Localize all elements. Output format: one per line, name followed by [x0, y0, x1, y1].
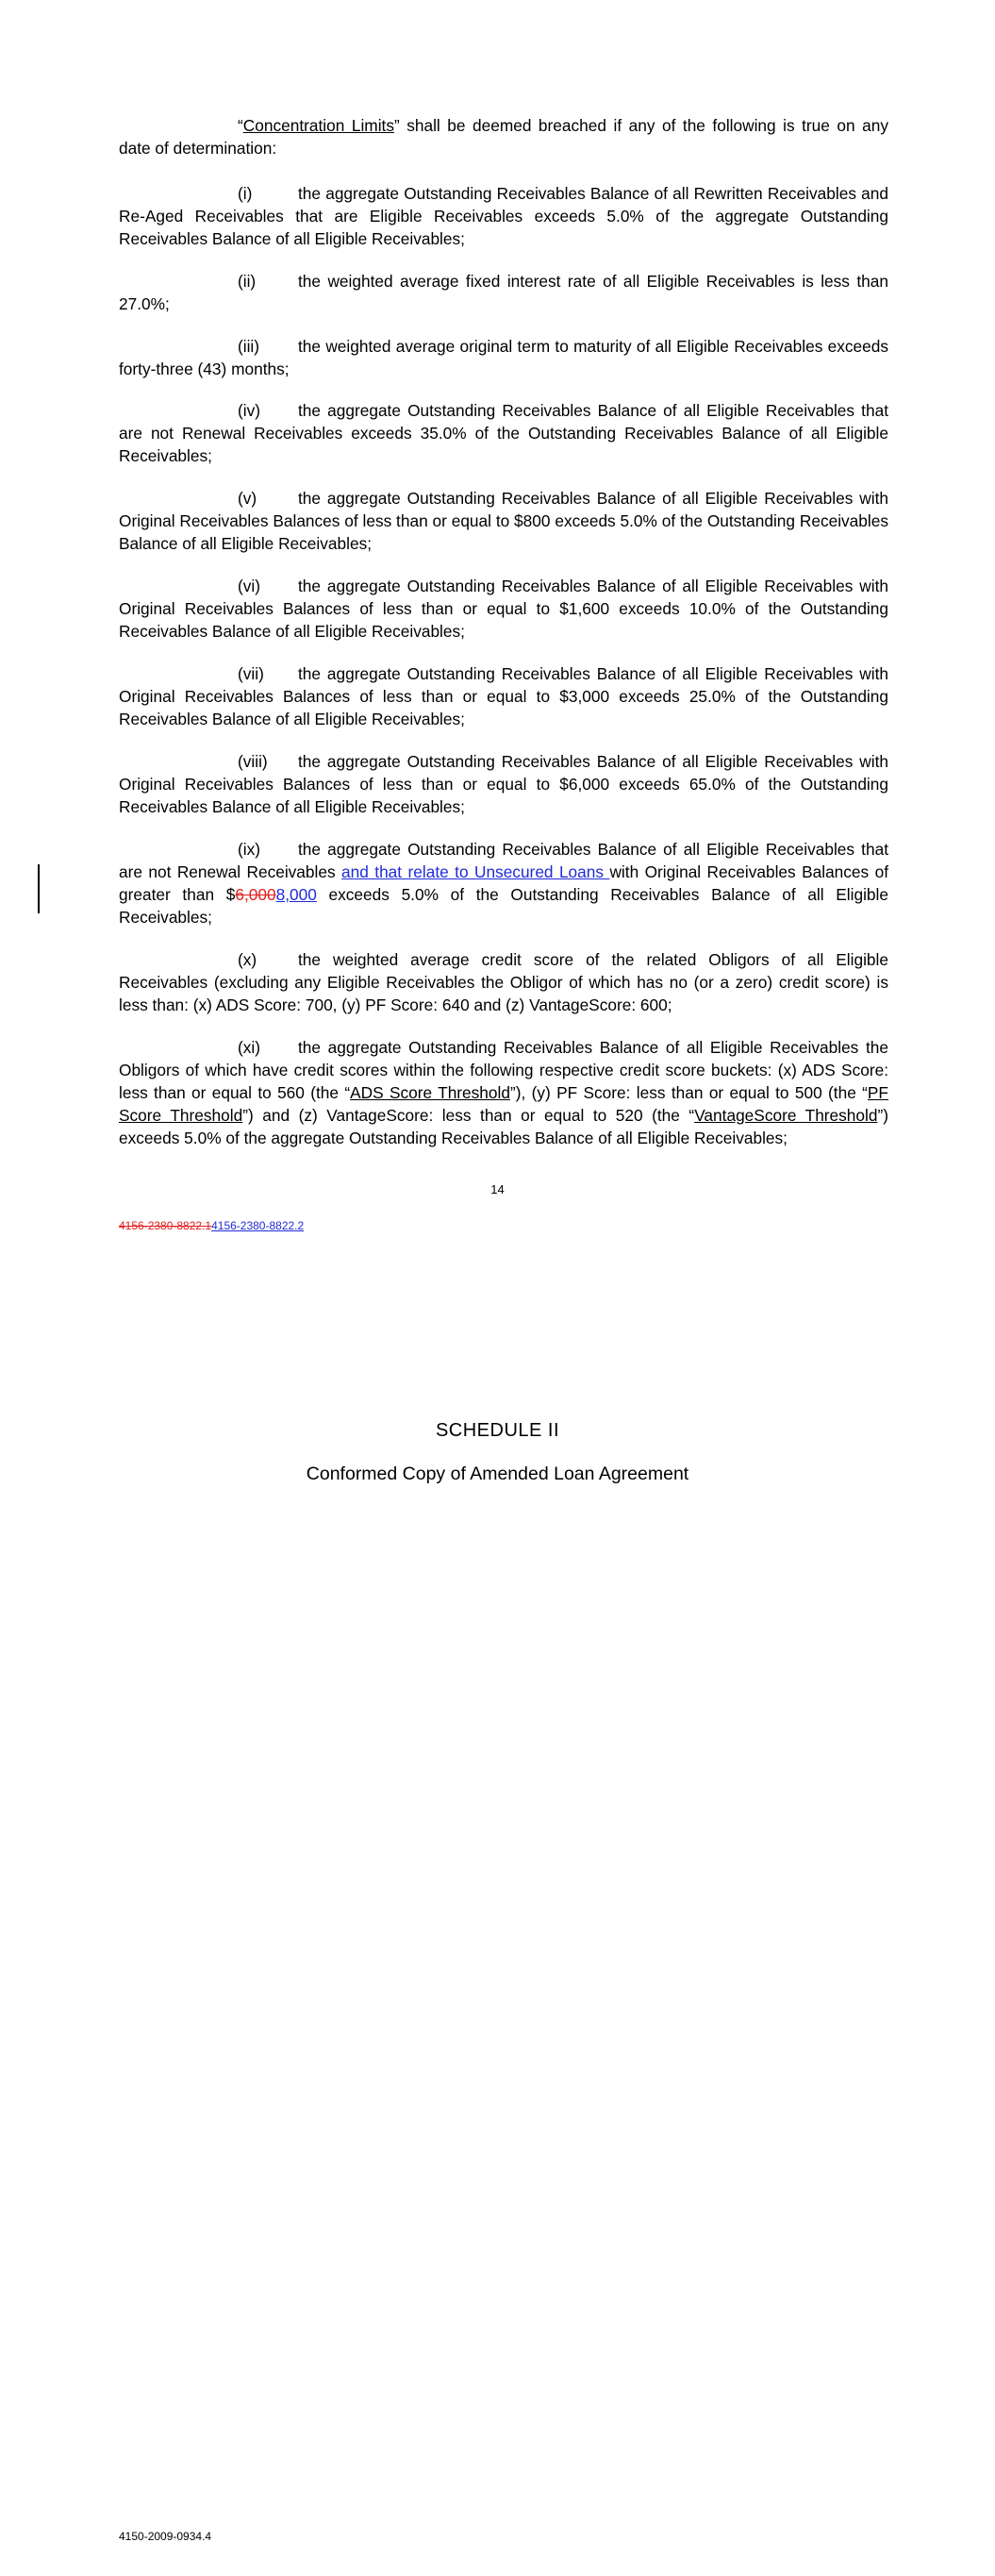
- clause-ix: (ix) the aggregate Outstanding Receivables Balance of all Eligible Receivables that are not Renewal Receivables and that relate to Unsecured Loans with Original Receivables Balances of greater than $6,0008,000 exceeds 5.0% of the Outstanding Receivables Balance of all Eligible Receivables;: [119, 840, 889, 927]
- clause-text: the aggregate Outstanding Receivables Balance of all Eligible Receivables with Original Receivables Balances of less than or equal to $6,000 exceeds 65.0% of the Outstanding Receivables Balance of all Eligible Receivables;: [119, 752, 888, 816]
- clause-number: (ii): [238, 272, 257, 291]
- inserted-text: and that relate to Unsecured Loans: [341, 862, 610, 881]
- clause-number: (vii): [238, 664, 264, 683]
- schedule-title: SCHEDULE II: [435, 1420, 560, 1441]
- defined-term: PF Score Threshold: [119, 1083, 888, 1125]
- document-id: [119, 1219, 304, 1232]
- clause-xi: (xi) the aggregate Outstanding Receivables Balance of all Eligible Receivables the Obligors of which have credit scores within the following respective credit score buckets: (x) ADS Score: less than or equal to 560 (the “ADS Score Threshold”), (y) PF Score: less than or equal to 500 (the “PF Score Threshold”) and (z) VantageScore: less than or equal to 520 (the “VantageScore Threshold”) exceeds 5.0% of the aggregate Outstanding Receivables Balance of all Eligible Receivables;: [119, 1038, 888, 1147]
- defined-term: VantageScore Threshold: [694, 1106, 878, 1125]
- clause-number: (i): [238, 184, 253, 203]
- clause-text: the aggregate Outstanding Receivables Balance of all Eligible Receivables that are not Renewal Receivables exceeds 35.0% of the Outstanding Receivables Balance of all Eligible Receivables;: [119, 401, 888, 465]
- deleted-doc-id: 4156-2380-8822.1: [119, 1219, 212, 1232]
- clause-viii: [119, 750, 888, 818]
- clause-number: (v): [238, 489, 257, 508]
- clause-vi: [119, 575, 888, 643]
- concentration-limits-intro: “Concentration Limits” shall be deemed breached if any of the following is true on any date of determination:: [119, 116, 888, 158]
- clause-number: (x): [238, 950, 257, 969]
- clause-text: the weighted average original term to maturity of all Eligible Receivables exceeds forty-three (43) months;: [119, 337, 888, 378]
- clause-number: (iv): [238, 401, 260, 420]
- defined-term: ADS Score Threshold: [350, 1083, 510, 1102]
- clause-vii: [119, 662, 888, 730]
- clause-number: (xi): [238, 1038, 260, 1057]
- clause-number: (viii): [238, 752, 268, 771]
- page-number: 14: [490, 1182, 505, 1196]
- clause-x: [119, 948, 888, 1016]
- inserted-doc-id: 4156-2380-8822.2: [211, 1219, 305, 1232]
- inserted-text: 8,000: [275, 885, 317, 904]
- clause-text: the aggregate Outstanding Receivables Balance of all Eligible Receivables with Original Receivables Balances of less than or equal to $3,000 exceeds 25.0% of the Outstanding Receivables Balance of all Eligible Receivables;: [119, 664, 888, 728]
- clause-iv: [119, 399, 888, 467]
- clause-number: (ix): [238, 840, 260, 859]
- clause-iii: [119, 335, 888, 380]
- footer-document-id: 4150-2009-0934.4: [119, 2530, 212, 2543]
- clause-v: [119, 487, 888, 555]
- change-bar: [38, 864, 40, 913]
- clause-i: [119, 182, 888, 250]
- clause-number: (iii): [238, 337, 260, 356]
- clause-text: the weighted average credit score of the related Obligors of all Eligible Receivables (excluding any Eligible Receivables the Obligor of which has no (or a zero) credit score) is less than: (x) ADS Score: 700, (y) PF Score: 640 and (z) VantageScore: 600;: [119, 950, 888, 1014]
- deleted-text: 6,000: [235, 885, 276, 904]
- schedule-subtitle: Conformed Copy of Amended Loan Agreement: [306, 1464, 689, 1484]
- clause-text: the weighted average fixed interest rate of all Eligible Receivables is less than 27.0%;: [119, 272, 888, 313]
- clause-number: (vi): [238, 577, 260, 595]
- defined-term: Concentration Limits: [242, 116, 394, 135]
- clause-text: the aggregate Outstanding Receivables Balance of all Eligible Receivables with Original Receivables Balances of less than or equal to $1,600 exceeds 10.0% of the Outstanding Receivables Balance of all Eligible Receivables;: [119, 577, 888, 641]
- clause-text: the aggregate Outstanding Receivables Balance of all Eligible Receivables with Original Receivables Balances of less than or equal to $800 exceeds 5.0% of the Outstanding Receivables Balance of all Eligible Receivables;: [119, 489, 888, 553]
- clause-text: the aggregate Outstanding Receivables Balance of all Rewritten Receivables and Re-Aged Receivables that are Eligible Receivables exceeds 5.0% of the aggregate Outstanding Receivables Balance of all Eligible Receivables;: [119, 184, 888, 248]
- clause-ii: [119, 270, 888, 315]
